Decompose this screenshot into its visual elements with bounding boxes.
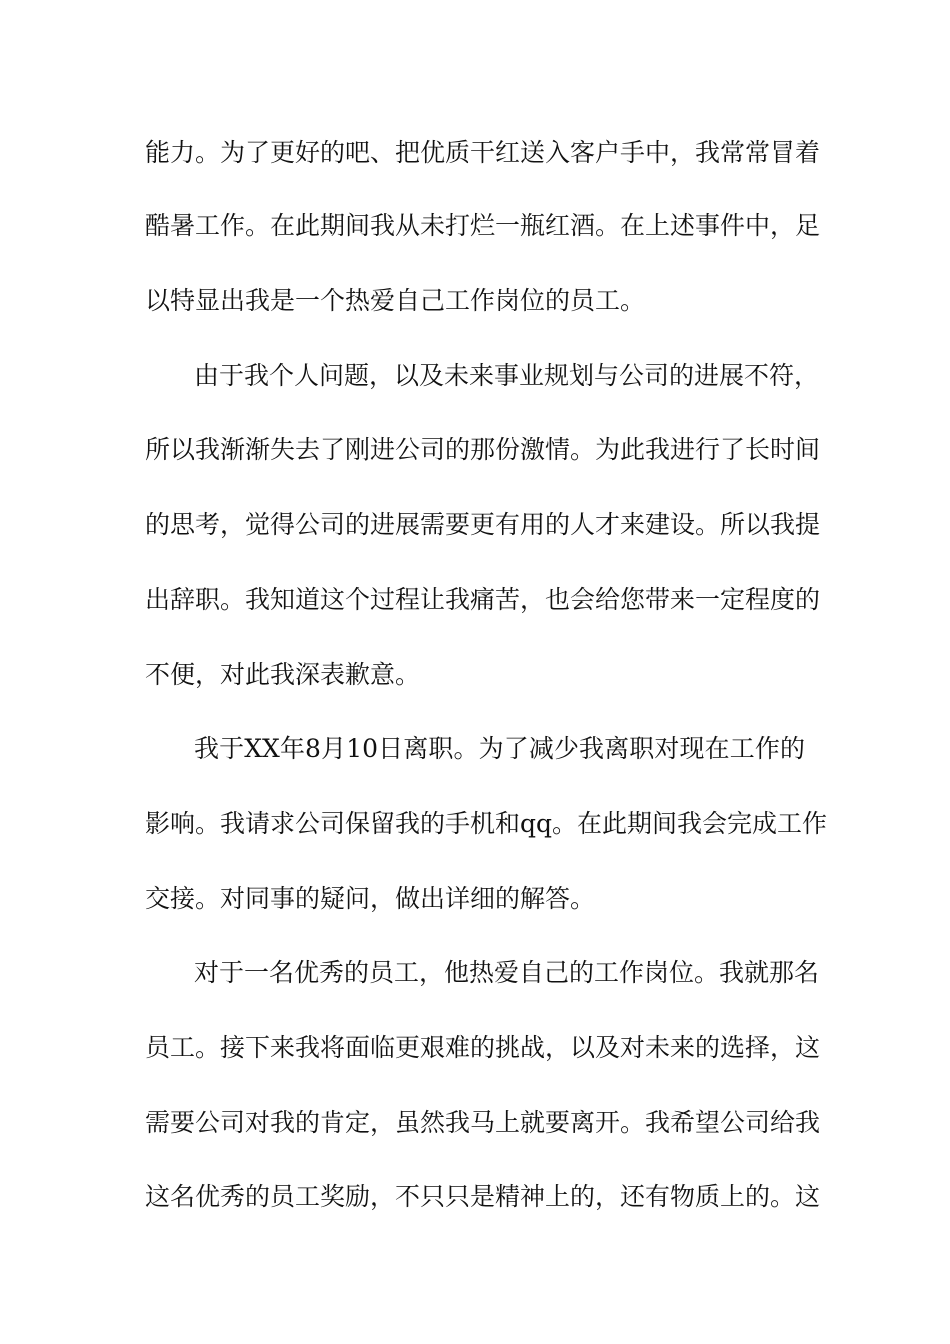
- text-line: 影响。我请求公司保留我的手机和qq。在此期间我会完成工作: [145, 809, 828, 838]
- text-line: 这名优秀的员工奖励，不只只是精神上的，还有物质上的。这: [145, 1182, 821, 1211]
- text-line: 能力。为了更好的吧、把优质干红送入客户手中，我常常冒着: [145, 138, 821, 167]
- text-line: 酷暑工作。在此期间我从未打烂一瓶红酒。在上述事件中，足: [145, 211, 821, 240]
- text-line: 交接。对同事的疑问，做出详细的解答。: [145, 884, 596, 913]
- text-line: 员工。接下来我将面临更艰难的挑战，以及对未来的选择，这: [145, 1033, 821, 1062]
- paragraph-first-line: 由于我个人问题，以及未来事业规划与公司的进展不符，: [194, 361, 820, 390]
- text-line: 出辞职。我知道这个过程让我痛苦，也会给您带来一定程度的: [145, 585, 821, 614]
- paragraph-first-line: 我于XX年8月10日离职。为了减少我离职对现在工作的: [194, 734, 805, 763]
- text-line: 需要公司对我的肯定，虽然我马上就要离开。我希望公司给我: [145, 1108, 821, 1137]
- text-line: 所以我渐渐失去了刚进公司的那份激情。为此我进行了长时间: [145, 435, 821, 464]
- text-line: 的思考，觉得公司的进展需要更有用的人才来建设。所以我提: [145, 510, 821, 539]
- text-line: 不便，对此我深表歉意。: [145, 660, 421, 689]
- paragraph-first-line: 对于一名优秀的员工，他热爱自己的工作岗位。我就那名: [194, 958, 820, 987]
- text-line: 以特显出我是一个热爱自己工作岗位的员工。: [145, 286, 646, 315]
